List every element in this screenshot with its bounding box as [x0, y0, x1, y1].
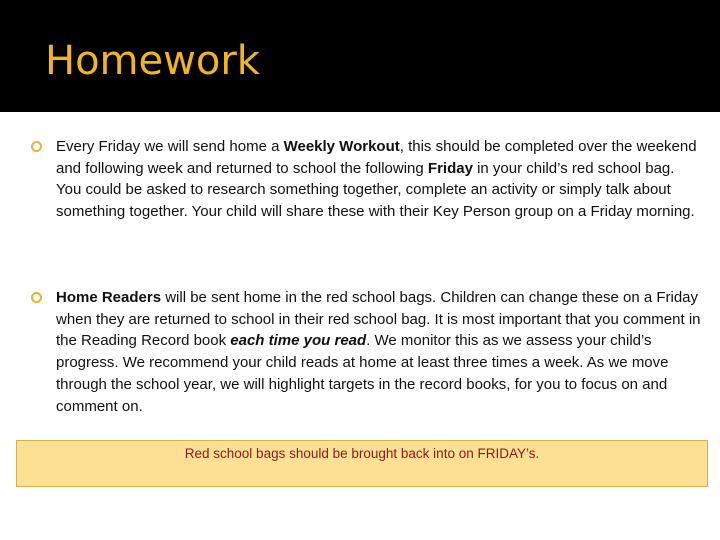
bullet-circle-icon [31, 141, 42, 152]
bullet-text-segment: Friday [427, 159, 473, 177]
bullet-circle-icon [31, 292, 42, 303]
bullet-text-segment: each time you read [230, 332, 367, 350]
slide-title: Homework [45, 38, 260, 84]
bullet-text-segment: will be sent home in the red school bags. Children can change these on a Friday when they are returned to school in their red school bag. It is most important that you comment in the Reading Record book [56, 289, 701, 350]
bullet-text-segment: , this should be completed over the weekend and following week and returned to school the following [56, 138, 697, 177]
bullet-weekly-workout [56, 136, 701, 223]
reminder-text: Red school bags should be brought back into on FRIDAY’s. [184, 446, 540, 461]
bullet-text-segment: Home Readers [56, 289, 162, 306]
bullet-text-segment: Weekly Workout [283, 138, 400, 155]
reminder-box [16, 440, 708, 487]
bullet-text-segment: in your child’s red school bag. You could be asked to research something together, complete an activity or simply talk about something together. Your child will share these with their Key Person group on a Friday morning. [56, 159, 695, 221]
title-bar [0, 0, 720, 112]
bullet-home-readers [56, 287, 701, 417]
bullet-text-segment: Every Friday we will send home a [56, 138, 284, 155]
bullet-text-segment: . We monitor this as we assess your child’s progress. We recommend your child reads at home at least three times a week. As we move through the school year, we will highlight targets in the record books, for you to focus on and comment on. [56, 332, 669, 415]
